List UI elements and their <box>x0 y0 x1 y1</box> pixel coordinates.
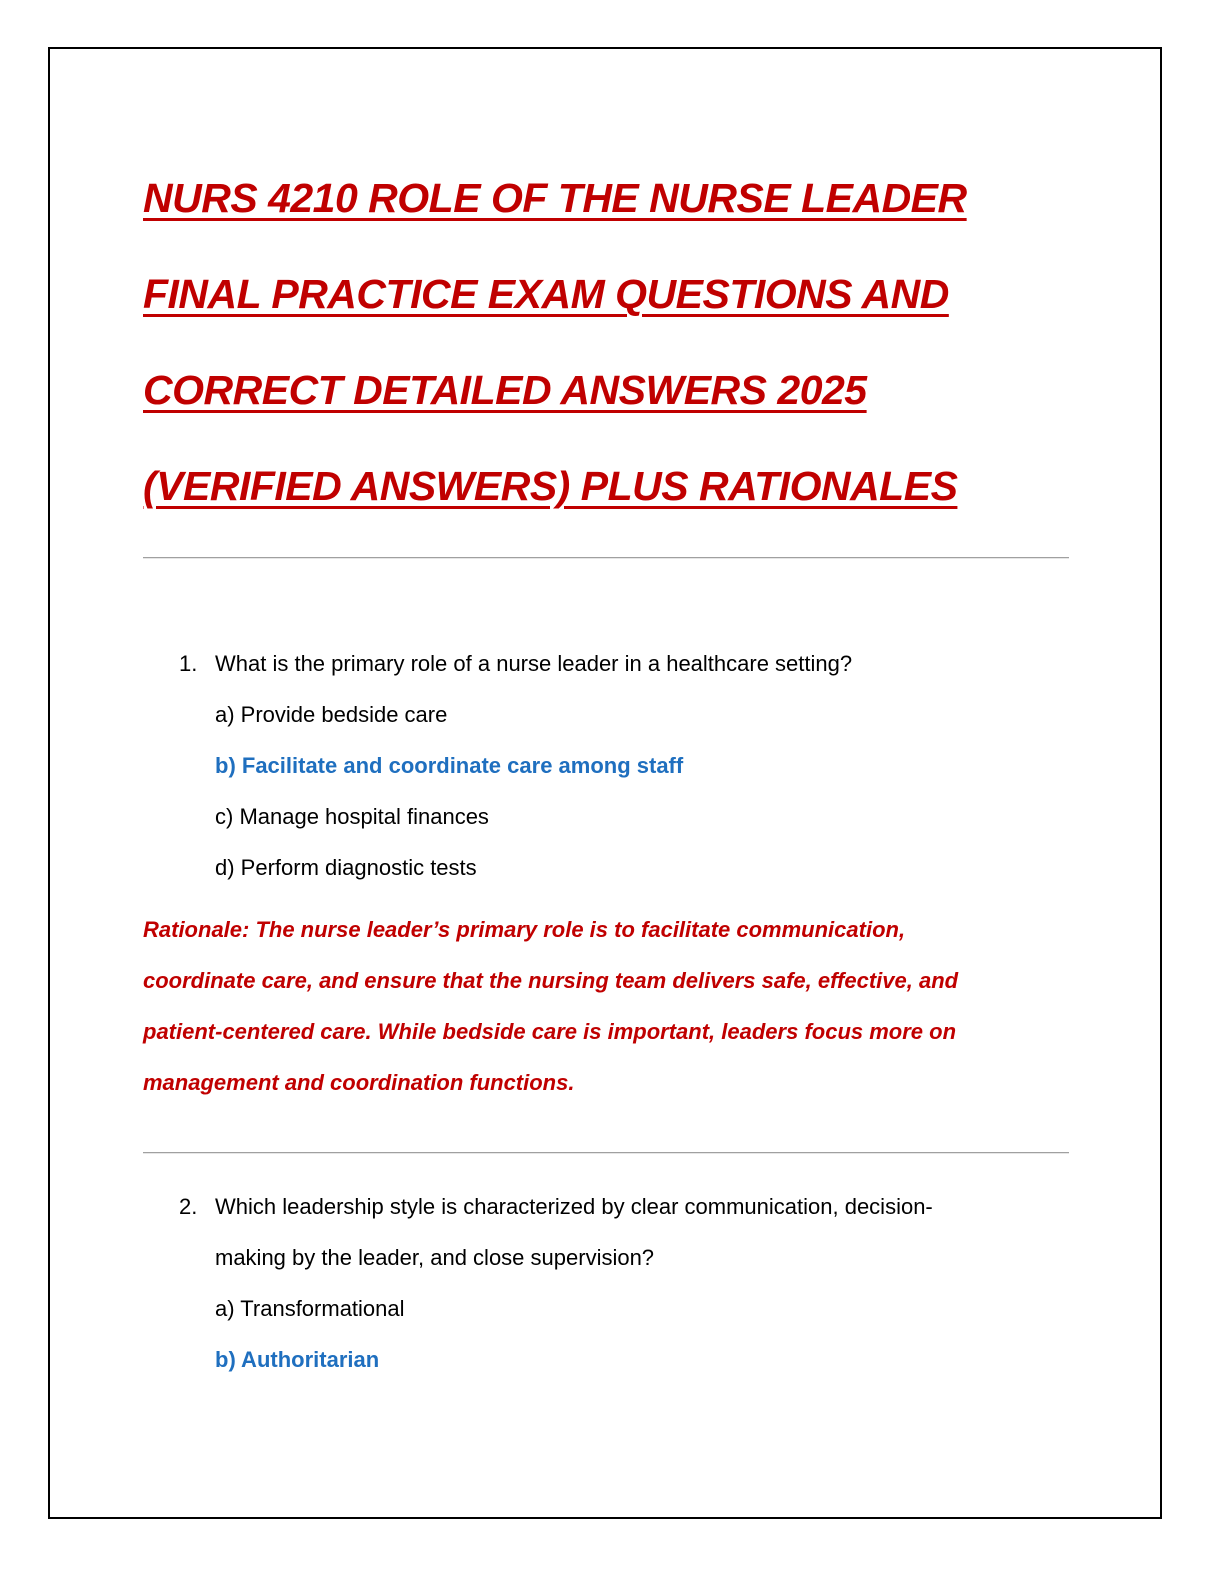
title-line: CORRECT DETAILED ANSWERS 2025 <box>143 367 867 413</box>
question-number: 1. <box>179 651 198 676</box>
question-text: Which leadership style is characterized by clear communication, decision- <box>215 1194 933 1219</box>
question-2 <box>143 1181 1063 1385</box>
option-b-correct: b) Facilitate and coordinate care among staff <box>215 753 684 778</box>
option-a: a) Provide bedside care <box>215 702 448 727</box>
question-text: What is the primary role of a nurse leader in a healthcare setting? <box>215 651 853 676</box>
rationale-line: management and coordination functions. <box>143 1070 575 1095</box>
rationale-line: coordinate care, and ensure that the nursing team delivers safe, effective, and <box>143 968 959 993</box>
option-c: c) Manage hospital finances <box>215 804 489 829</box>
document-title <box>143 150 1043 534</box>
divider <box>143 1152 1069 1153</box>
rationale-line: Rationale: The nurse leader’s primary role is to facilitate communication, <box>143 917 906 942</box>
option-a: a) Transformational <box>215 1296 405 1321</box>
title-line: (VERIFIED ANSWERS) PLUS RATIONALES <box>143 463 958 509</box>
rationale-1 <box>143 904 1063 1108</box>
option-d: d) Perform diagnostic tests <box>215 855 477 880</box>
rationale-line: patient-centered care. While bedside care is important, leaders focus more on <box>143 1019 957 1044</box>
title-line: NURS 4210 ROLE OF THE NURSE LEADER <box>143 175 967 221</box>
divider <box>143 557 1069 558</box>
question-text-continued: making by the leader, and close supervision? <box>215 1245 655 1270</box>
question-number: 2. <box>179 1194 198 1219</box>
title-line: FINAL PRACTICE EXAM QUESTIONS AND <box>143 271 949 317</box>
option-b-correct: b) Authoritarian <box>215 1347 380 1372</box>
question-1 <box>143 638 1063 893</box>
